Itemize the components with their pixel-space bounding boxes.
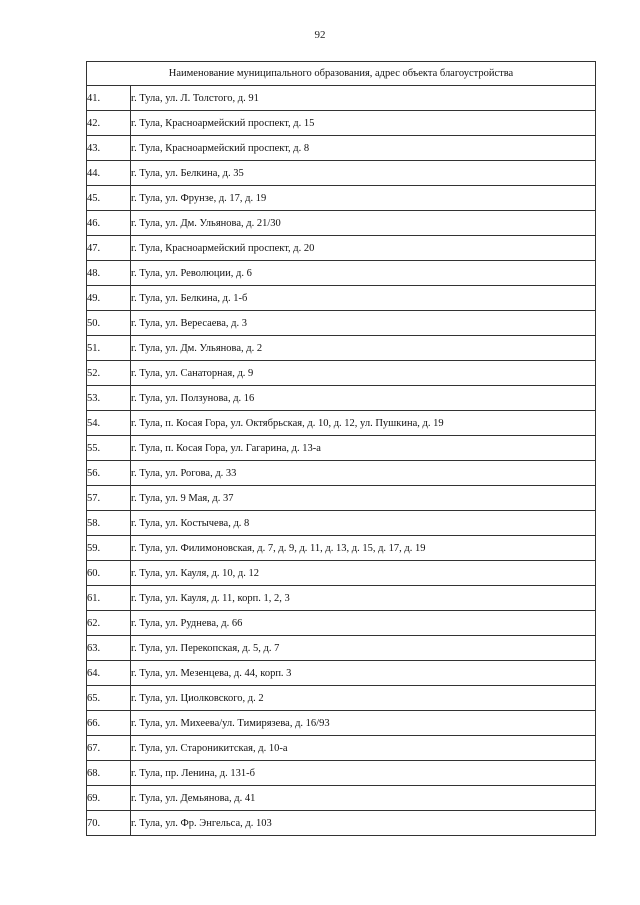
row-number: 41. — [87, 86, 131, 111]
row-address: г. Тула, ул. Вересаева, д. 3 — [131, 311, 596, 336]
objects-table — [86, 61, 596, 836]
row-number: 58. — [87, 511, 131, 536]
row-address: г. Тула, ул. Дм. Ульянова, д. 21/30 — [131, 211, 596, 236]
row-number: 70. — [87, 811, 131, 836]
row-address: г. Тула, ул. Белкина, д. 1-б — [131, 286, 596, 311]
table-row — [87, 661, 596, 686]
table-row — [87, 611, 596, 636]
row-number: 52. — [87, 361, 131, 386]
row-number: 60. — [87, 561, 131, 586]
row-number: 50. — [87, 311, 131, 336]
table-row — [87, 761, 596, 786]
row-address: г. Тула, ул. Филимоновская, д. 7, д. 9, д. 11, д. 13, д. 15, д. 17, д. 19 — [131, 536, 596, 561]
table-row — [87, 236, 596, 261]
row-number: 43. — [87, 136, 131, 161]
table-row — [87, 411, 596, 436]
row-address: г. Тула, Красноармейский проспект, д. 20 — [131, 236, 596, 261]
row-address: г. Тула, ул. Кауля, д. 11, корп. 1, 2, 3 — [131, 586, 596, 611]
row-address: г. Тула, ул. Костычева, д. 8 — [131, 511, 596, 536]
row-number: 64. — [87, 661, 131, 686]
row-number: 67. — [87, 736, 131, 761]
row-number: 61. — [87, 586, 131, 611]
table-row — [87, 561, 596, 586]
row-address: г. Тула, ул. Фрунзе, д. 17, д. 19 — [131, 186, 596, 211]
page-number: 92 — [314, 29, 326, 41]
row-number: 66. — [87, 711, 131, 736]
row-address: г. Тула, ул. Кауля, д. 10, д. 12 — [131, 561, 596, 586]
table-row — [87, 536, 596, 561]
row-number: 57. — [87, 486, 131, 511]
table-row — [87, 261, 596, 286]
row-number: 63. — [87, 636, 131, 661]
row-address: г. Тула, ул. Л. Толстого, д. 91 — [131, 86, 596, 111]
row-address: г. Тула, ул. Руднева, д. 66 — [131, 611, 596, 636]
row-number: 44. — [87, 161, 131, 186]
table-row — [87, 486, 596, 511]
table-row — [87, 211, 596, 236]
row-number: 55. — [87, 436, 131, 461]
row-address: г. Тула, п. Косая Гора, ул. Октябрьская, д. 10, д. 12, ул. Пушкина, д. 19 — [131, 411, 596, 436]
table-row — [87, 136, 596, 161]
table-row — [87, 736, 596, 761]
row-address: г. Тула, ул. Рогова, д. 33 — [131, 461, 596, 486]
row-number: 69. — [87, 786, 131, 811]
table-row — [87, 336, 596, 361]
row-address: г. Тула, п. Косая Гора, ул. Гагарина, д. 13-а — [131, 436, 596, 461]
row-address: г. Тула, ул. Революции, д. 6 — [131, 261, 596, 286]
table-row — [87, 461, 596, 486]
row-address: г. Тула, ул. Ползунова, д. 16 — [131, 386, 596, 411]
row-number: 62. — [87, 611, 131, 636]
row-address: г. Тула, Красноармейский проспект, д. 8 — [131, 136, 596, 161]
row-number: 45. — [87, 186, 131, 211]
row-number: 54. — [87, 411, 131, 436]
row-address: г. Тула, ул. Дм. Ульянова, д. 2 — [131, 336, 596, 361]
table-row — [87, 161, 596, 186]
row-address: г. Тула, ул. 9 Мая, д. 37 — [131, 486, 596, 511]
row-number: 48. — [87, 261, 131, 286]
table-row — [87, 711, 596, 736]
row-number: 68. — [87, 761, 131, 786]
row-number: 56. — [87, 461, 131, 486]
row-address: г. Тула, ул. Белкина, д. 35 — [131, 161, 596, 186]
table-row — [87, 686, 596, 711]
row-number: 46. — [87, 211, 131, 236]
table-row — [87, 636, 596, 661]
table-row — [87, 586, 596, 611]
table-row — [87, 186, 596, 211]
table-row — [87, 86, 596, 111]
row-address: г. Тула, ул. Циолковского, д. 2 — [131, 686, 596, 711]
table-header-row — [87, 62, 596, 86]
table-row — [87, 311, 596, 336]
table-row — [87, 286, 596, 311]
row-address: г. Тула, Красноармейский проспект, д. 15 — [131, 111, 596, 136]
row-address: г. Тула, ул. Староникитская, д. 10-а — [131, 736, 596, 761]
row-address: г. Тула, ул. Михеева/ул. Тимирязева, д. 16/93 — [131, 711, 596, 736]
row-address: г. Тула, ул. Перекопская, д. 5, д. 7 — [131, 636, 596, 661]
table-row — [87, 111, 596, 136]
table-row — [87, 436, 596, 461]
row-number: 53. — [87, 386, 131, 411]
row-address: г. Тула, ул. Санаторная, д. 9 — [131, 361, 596, 386]
row-number: 65. — [87, 686, 131, 711]
row-number: 59. — [87, 536, 131, 561]
table-row — [87, 811, 596, 836]
row-address: г. Тула, ул. Фр. Энгельса, д. 103 — [131, 811, 596, 836]
table-row — [87, 511, 596, 536]
table-row — [87, 361, 596, 386]
row-number: 42. — [87, 111, 131, 136]
row-number: 51. — [87, 336, 131, 361]
row-number: 47. — [87, 236, 131, 261]
row-address: г. Тула, ул. Мезенцева, д. 44, корп. 3 — [131, 661, 596, 686]
column-header-name-address: Наименование муниципального образования, адрес объекта благоустройства — [87, 62, 596, 86]
table-row — [87, 786, 596, 811]
row-address: г. Тула, ул. Демьянова, д. 41 — [131, 786, 596, 811]
table-body — [87, 86, 596, 836]
row-number: 49. — [87, 286, 131, 311]
row-address: г. Тула, пр. Ленина, д. 131-б — [131, 761, 596, 786]
table-row — [87, 386, 596, 411]
